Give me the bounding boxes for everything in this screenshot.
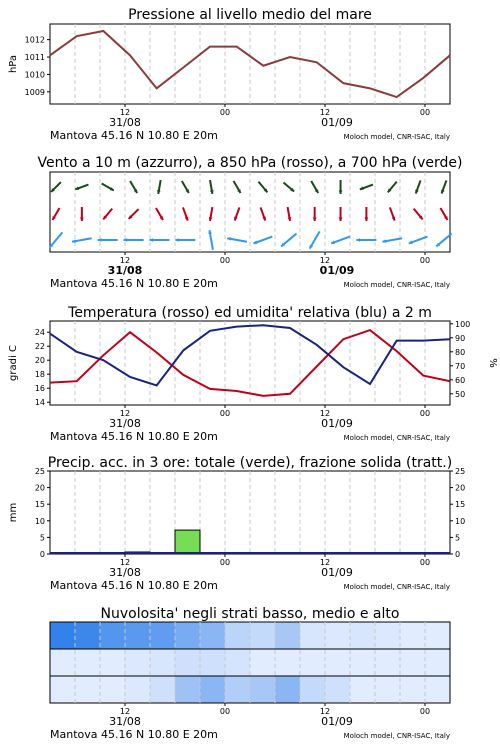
date-label: 01/09 (321, 417, 353, 430)
y-tick-label: 5 (39, 533, 45, 543)
cloud-title: Nuvolosita' negli strati basso, medio e alto (100, 606, 400, 622)
wind-arrow-head (313, 217, 317, 221)
cloud-cell (375, 676, 401, 704)
cloud-cell (400, 676, 426, 704)
y-tick-label: 1012 (24, 35, 45, 45)
precip-y-label: mm (8, 502, 19, 523)
rh-y-label: % (487, 358, 498, 368)
wind-arrow-head (356, 238, 360, 242)
cloud-cell (375, 649, 401, 677)
y-right-tick-label: 5 (455, 533, 461, 543)
cloud-cell (125, 622, 151, 650)
cloud-cell (50, 649, 76, 677)
temp-y-label: gradi C (8, 345, 19, 381)
cloud-cell (75, 622, 101, 650)
x-tick-label: 00 (419, 409, 431, 418)
cloud-cell (425, 649, 451, 677)
date-label: 01/09 (319, 264, 355, 277)
x-tick-label: 12 (319, 108, 331, 117)
y-tick-label: 16 (34, 384, 45, 394)
cloud-cell (150, 622, 176, 650)
y-tick-label: 22 (34, 342, 45, 352)
x-tick-label: 12 (319, 558, 331, 567)
cloud-cell (300, 649, 326, 677)
cloud-cell (375, 622, 401, 650)
x-tick-label: 12 (119, 558, 131, 567)
cloud-cell (175, 676, 201, 704)
y-tick-label: 20 (34, 483, 45, 493)
x-tick-label: 12 (319, 707, 331, 716)
cloud-cell (325, 676, 351, 704)
station-label: Mantova 45.16 N 10.80 E 20m (50, 728, 218, 741)
wind-title: Vento a 10 m (azzurro), a 850 hPa (rosso), a 700 hPa (verde) (37, 155, 463, 171)
cloud-cell (250, 622, 276, 650)
y-right-tick-label: 10 (455, 516, 466, 526)
cloud-cell (400, 649, 426, 677)
cloud-cell (275, 676, 301, 704)
x-tick-label: 00 (419, 256, 431, 265)
cloud-cell (250, 676, 276, 704)
y-tick-label: 20 (34, 356, 45, 366)
cloud-cell (200, 676, 226, 704)
date-label: 31/08 (107, 264, 143, 277)
y-right-tick-label: 60 (455, 375, 466, 385)
cloud-cell (200, 649, 226, 677)
x-tick-label: 00 (419, 108, 431, 117)
y-right-tick-label: 25 (455, 467, 466, 476)
y-tick-label: 1010 (24, 70, 45, 80)
cloud-cell (125, 676, 151, 704)
cloud-cell (50, 622, 76, 650)
y-tick-label: 18 (34, 370, 45, 380)
date-label: 01/09 (321, 715, 353, 728)
model-credit: Moloch model, CNR-ISAC, Italy (343, 732, 450, 740)
cloud-cell (350, 676, 376, 704)
wind-arrow-head (175, 238, 179, 242)
temp-title: Temperatura (rosso) ed umidita' relativa (blu) a 2 m (68, 305, 432, 321)
date-label: 31/08 (109, 116, 141, 129)
cloud-cell (275, 649, 301, 677)
humidity-line (50, 325, 450, 385)
cloud-cell (275, 622, 301, 650)
y-right-tick-label: 100 (455, 319, 471, 329)
date-label: 31/08 (109, 715, 141, 728)
y-tick-label: 1009 (24, 87, 45, 97)
date-label: 01/09 (321, 566, 353, 579)
cloud-cell (425, 676, 451, 704)
precip-bar (175, 530, 200, 554)
x-tick-label: 00 (219, 558, 231, 567)
model-credit: Moloch model, CNR-ISAC, Italy (343, 133, 450, 141)
cloud-cell (350, 622, 376, 650)
model-credit: Moloch model, CNR-ISAC, Italy (343, 281, 450, 289)
y-right-tick-label: 0 (455, 550, 461, 559)
x-tick-label: 00 (219, 108, 231, 117)
x-tick-label: 00 (219, 409, 231, 418)
cloud-cell (150, 676, 176, 704)
station-label: Mantova 45.16 N 10.80 E 20m (50, 129, 218, 142)
cloud-cell (225, 649, 251, 677)
cloud-cell (75, 649, 101, 677)
y-tick-label: 0 (39, 550, 45, 559)
wind-arrow-head (98, 238, 102, 242)
cloud-cell (225, 676, 251, 704)
cloud-cell (300, 676, 326, 704)
y-tick-label: 1011 (24, 53, 45, 63)
x-tick-label: 00 (219, 707, 231, 716)
y-right-tick-label: 15 (455, 500, 466, 510)
y-right-tick-label: 80 (455, 347, 466, 357)
cloud-cell (325, 622, 351, 650)
x-tick-label: 12 (319, 256, 331, 265)
cloud-cell (300, 622, 326, 650)
x-tick-label: 00 (419, 558, 431, 567)
cloud-cell (200, 622, 226, 650)
x-tick-label: 00 (419, 707, 431, 716)
y-tick-label: 24 (34, 328, 45, 338)
cloud-cell (350, 649, 376, 677)
station-label: Mantova 45.16 N 10.80 E 20m (50, 579, 218, 592)
cloud-cell (400, 622, 426, 650)
date-label: 31/08 (109, 417, 141, 430)
y-tick-label: 15 (34, 500, 45, 510)
wind-arrow-head (364, 217, 368, 221)
cloud-cell (150, 649, 176, 677)
model-credit: Moloch model, CNR-ISAC, Italy (343, 583, 450, 591)
cloud-cell (125, 649, 151, 677)
station-label: Mantova 45.16 N 10.80 E 20m (50, 430, 218, 443)
cloud-cell (50, 676, 76, 704)
date-label: 31/08 (109, 566, 141, 579)
cloud-cell (225, 622, 251, 650)
x-tick-label: 12 (119, 256, 131, 265)
station-label: Mantova 45.16 N 10.80 E 20m (50, 277, 218, 290)
y-right-tick-label: 90 (455, 333, 466, 343)
wind-arrow-head (339, 190, 343, 194)
cloud-cell (175, 622, 201, 650)
y-tick-label: 10 (34, 516, 45, 526)
x-tick-label: 12 (119, 409, 131, 418)
y-right-tick-label: 70 (455, 361, 466, 371)
cloud-cell (100, 676, 126, 704)
x-tick-label: 12 (119, 108, 131, 117)
cloud-cell (175, 649, 201, 677)
cloud-cell (100, 649, 126, 677)
x-tick-label: 12 (119, 707, 131, 716)
cloud-cell (325, 649, 351, 677)
pressure-y-label: hPa (8, 54, 19, 74)
model-credit: Moloch model, CNR-ISAC, Italy (343, 434, 450, 442)
y-tick-label: 14 (34, 398, 45, 408)
pressure-title: Pressione al livello medio del mare (128, 7, 372, 23)
y-right-tick-label: 50 (455, 389, 466, 399)
y-tick-label: 25 (34, 467, 45, 476)
wind-arrow-head (80, 217, 84, 221)
cloud-cell (425, 622, 451, 650)
cloud-cell (75, 676, 101, 704)
y-right-tick-label: 20 (455, 483, 466, 493)
x-tick-label: 12 (319, 409, 331, 418)
precip-title: Precip. acc. in 3 ore: totale (verde), frazione solida (tratt.) (47, 455, 453, 471)
cloud-cell (250, 649, 276, 677)
wind-arrow-head (339, 217, 343, 221)
cloud-cell (100, 622, 126, 650)
date-label: 01/09 (321, 116, 353, 129)
x-tick-label: 00 (219, 256, 231, 265)
